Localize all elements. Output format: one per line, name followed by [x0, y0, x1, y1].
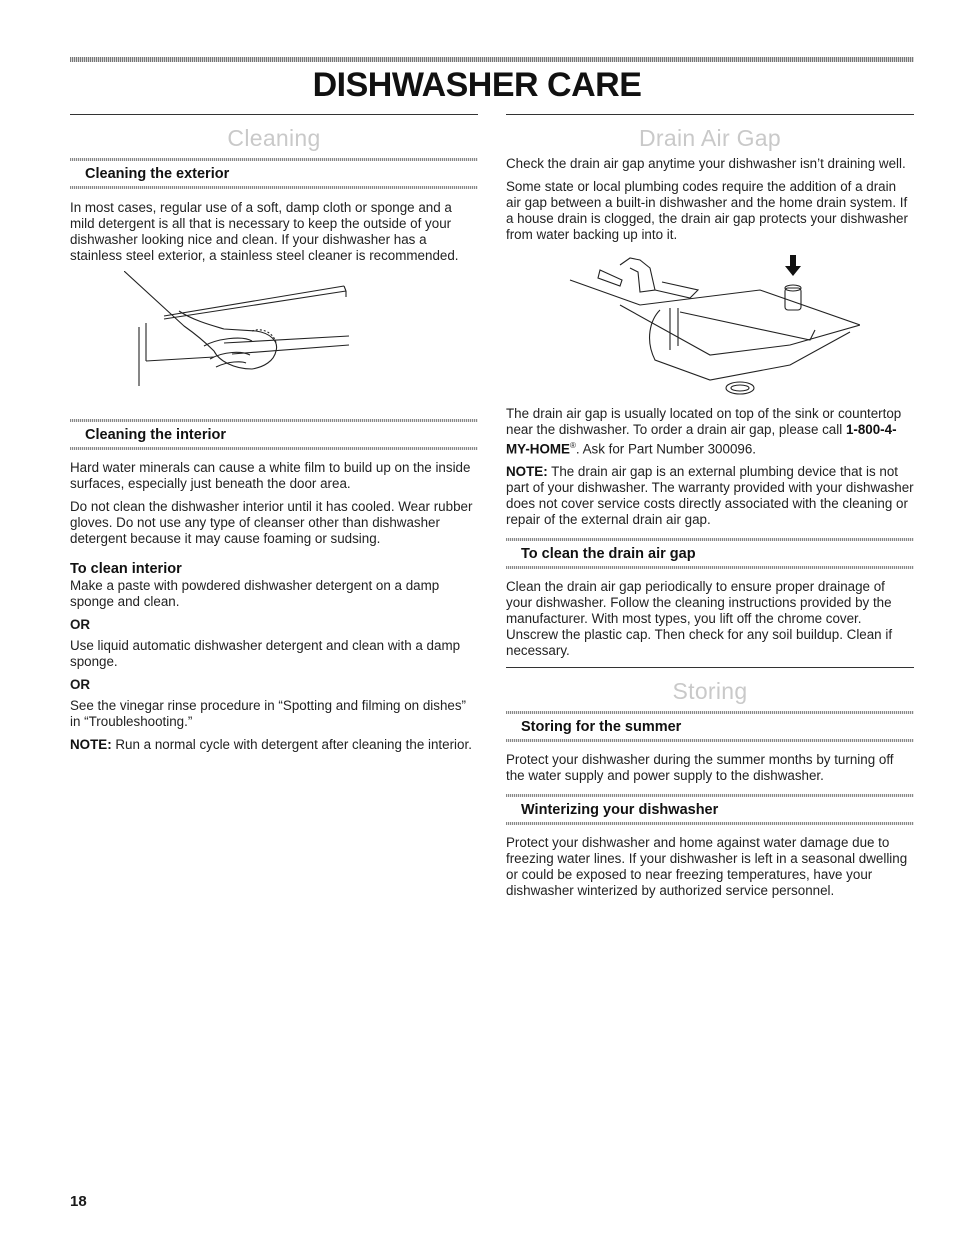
note-label: NOTE: [506, 464, 548, 480]
dotted-rule [506, 538, 914, 541]
drain-p3-after: . Ask for Part Number 300096. [575, 441, 757, 457]
dotted-rule [70, 186, 478, 189]
section-rule [506, 667, 914, 668]
exterior-paragraph: In most cases, regular use of a soft, damp cloth or sponge and a mild detergent is all that is necessary to keep the outside of your dishwasher looking nice and clean. If your dishwasher has a stainless steel exterior, a stainless steel cleaner is recommended. [70, 200, 459, 263]
heading-cleaning-interior: Cleaning the interior [85, 427, 226, 443]
page-number: 18 [70, 1193, 87, 1210]
drain-paragraph-1: Check the drain air gap anytime your dishwasher isn’t draining well. [506, 156, 906, 171]
dotted-rule [70, 447, 478, 450]
phone-number: 1-800-4-MY-HOME [506, 422, 897, 457]
heading-to-clean-interior: To clean interior [70, 561, 182, 577]
dotted-rule [506, 822, 914, 825]
dotted-rule [506, 566, 914, 569]
drain-paragraph-2: Some state or local plumbing codes require the addition of a drain air gap between a built-in dishwasher and the home drain system. If a house drain is clogged, the drain air gap protects your dishwasher from water backing up into it. [506, 179, 908, 242]
section-title-cleaning: Cleaning [227, 125, 321, 151]
dotted-rule [70, 419, 478, 422]
interior-paragraph-2: Do not clean the dishwasher interior until it has cooled. Wear rubber gloves. Do not use any type of cleanser other than dishwasher detergent because it may cause foaming or sudsing. [70, 499, 473, 546]
right-column [506, 114, 914, 906]
dotted-rule [506, 794, 914, 797]
dotted-rule [506, 739, 914, 742]
section-rule [506, 114, 914, 115]
to-clean-paragraph-2: Use liquid automatic dishwasher detergent and clean with a damp sponge. [70, 638, 461, 669]
dotted-rule [70, 158, 478, 161]
heading-storing-summer: Storing for the summer [521, 719, 682, 736]
to-clean-paragraph-3: See the vinegar rinse procedure in “Spotting and filming on dishes” in “Troubleshooting.” [70, 698, 466, 729]
note-text: Run a normal cycle with detergent after cleaning the interior. [111, 737, 472, 752]
left-column [70, 114, 478, 760]
drain-note [506, 464, 914, 528]
to-clean-paragraph-1: Make a paste with powdered dishwasher detergent on a damp sponge and clean. [70, 578, 440, 609]
or-label: OR [70, 677, 91, 692]
drain-clean-paragraph: Clean the drain air gap periodically to ensure proper drainage of your dishwasher. Follow the cleaning instructions provided by the manufacturer. With most types, you lift off the chrome cover. Unscrew the plastic cap. Then check for any soil buildup. Clean if necessary. [506, 579, 893, 659]
note-text: The drain air gap is an external plumbing device that is not part of your dishwasher. The warranty provided with your dishwasher does not cover service costs directly associated with the cleaning or repair of the external drain air gap. [506, 464, 914, 528]
or-label: OR [70, 617, 91, 632]
page-title: DISHWASHER CARE [312, 66, 642, 104]
section-title-storing: Storing [672, 678, 748, 705]
dotted-rule [506, 711, 914, 714]
cleaning-exterior-illustration [124, 271, 424, 411]
interior-note [70, 737, 478, 753]
drain-p3-before: The drain air gap is usually located on top of the sink or countertop near the dishwasher. To order a drain air gap, please call [506, 406, 902, 437]
summer-paragraph: Protect your dishwasher during the summer months by turning off the water supply and power supply to the dishwasher. [506, 752, 894, 784]
heading-to-clean-drain-air-gap: To clean the drain air gap [521, 546, 696, 563]
winter-paragraph: Protect your dishwasher and home against water damage due to freezing water lines. If your dishwasher is left in a seasonal dwelling or could be exposed to near freezing temperatures, have your dishwasher winterized by authorized service personnel. [506, 835, 908, 899]
note-label: NOTE: [70, 737, 112, 752]
interior-paragraph-1: Hard water minerals can cause a white film to build up on the inside surfaces, especially just beneath the door area. [70, 460, 471, 491]
heading-winterizing: Winterizing your dishwasher [521, 802, 719, 819]
section-rule [70, 114, 478, 115]
drain-air-gap-illustration [560, 250, 860, 400]
heading-cleaning-exterior: Cleaning the exterior [85, 166, 230, 182]
section-title-drain-air-gap: Drain Air Gap [639, 125, 781, 151]
drain-paragraph-3 [506, 406, 914, 457]
registered-mark: ® [569, 441, 576, 450]
top-rule [70, 57, 914, 62]
